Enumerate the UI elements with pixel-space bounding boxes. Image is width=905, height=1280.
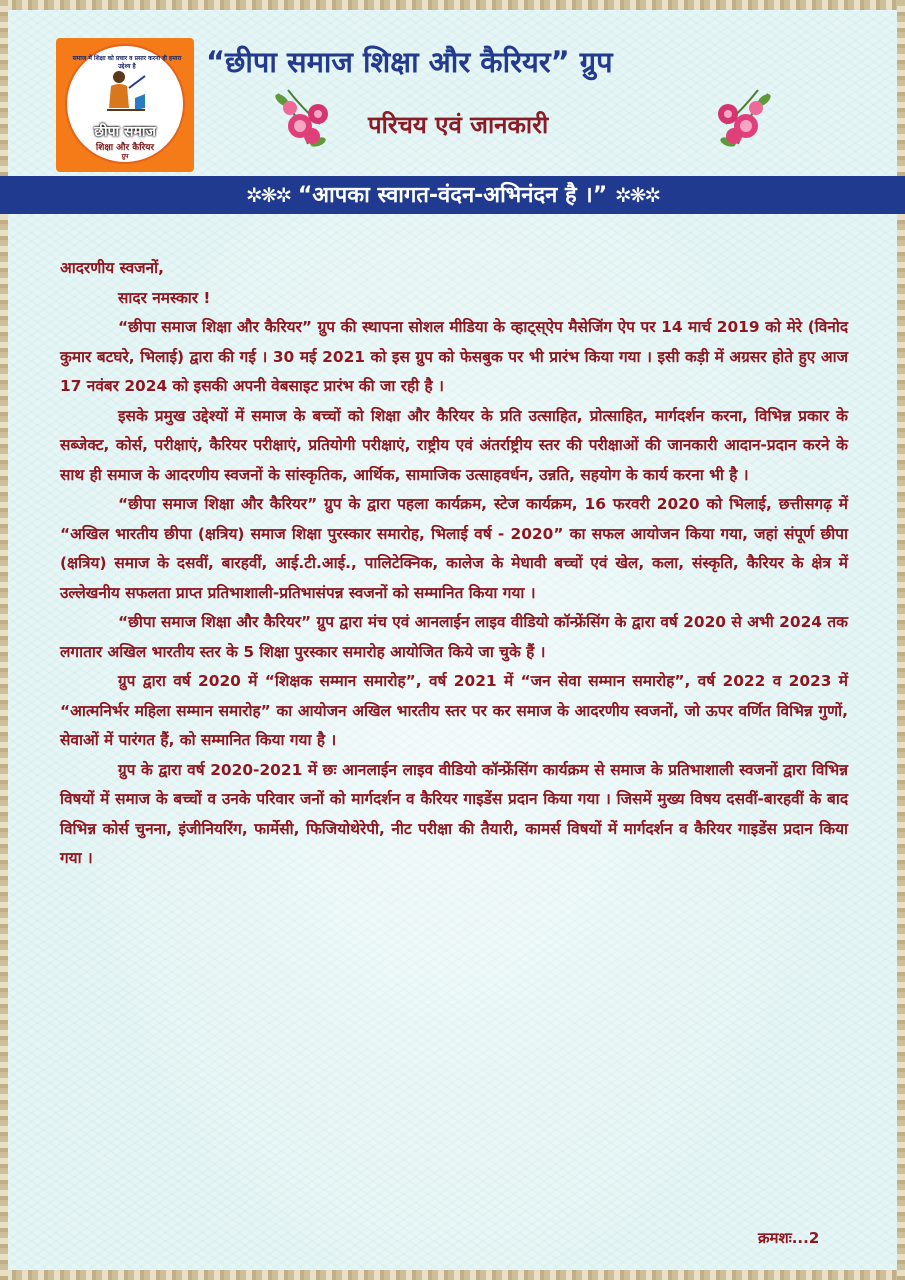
- paragraph: “छीपा समाज शिक्षा और कैरियर” ग्रुप के द्वारा पहला कार्यक्रम, स्टेज कार्यक्रम, 16 फरवरी 2020 को भिलाई, छत्तीसगढ़ में “अखिल भारतीय छीपा (क्षत्रिय) समाज शिक्षा पुरस्कार समारोह, भिलाई वर्ष - 2020” का सफल आयोजन किया गया, जहां संपूर्ण छीपा (क्षत्रिय) समाज के दसवीं, बारहवीं, आई.टी.आई., पालिटेक्निक, कालेज के मेधावी बच्चों एवं खेल, कला, संस्कृति, कैरियर के क्षेत्र में उल्लेखनीय सफलता प्राप्त प्रतिभाशाली-प्रतिभासंपन्न स्वजनों को सम्मानित किया गया ।: [60, 495, 848, 602]
- paragraph: ग्रुप के द्वारा वर्ष 2020-2021 में छः आनलाईन लाइव वीडियो कॉन्फ्रेंसिंग कार्यक्रम से समाज के प्रतिभाशाली स्वजनों द्वारा विभिन्न विषयों में समाज के बच्चों व उनके परिवार जनों को मार्गदर्शन व कैरियर गाइडेंस प्रदान किया गया । जिसमें मुख्य विषय दसवीं-बारहवीं के बाद विभिन्न कोर्स चुनना, इंजीनियरिंग, फार्मेसी, फिजियोथेरेपी, नीट परीक्षा की तैयारी, कामर्स विषयों में मार्गदर्शन व कैरियर गाइडेंस प्रदान किया गया ।: [60, 760, 848, 867]
- salutation: आदरणीय स्वजनों,: [60, 259, 164, 277]
- logo-emblem: [65, 44, 185, 164]
- paragraph: “छीपा समाज शिक्षा और कैरियर” ग्रुप द्वारा मंच एवं आनलाईन लाइव वीडियो कॉन्फ्रेंसिंग के द्वारा वर्ष 2020 से अभी 2024 तक लगातार अखिल भारतीय स्तर के 5 शिक्षा पुरस्कार समारोह आयोजित किये जा चुके हैं ।: [60, 613, 848, 661]
- page-subtitle: परिचय एवं जानकारी: [368, 111, 549, 139]
- page-title: “छीपा समाज शिक्षा और कैरियर” ग्रुप: [206, 45, 613, 79]
- welcome-banner: [0, 176, 905, 214]
- snowflake-ornament-icon: ✲❋✲: [245, 183, 291, 207]
- logo-ring-text: समाज में शिक्षा को प्रचार व प्रसार करना ही हमारा उद्देश्य है: [72, 55, 182, 70]
- introduction-letter: [60, 254, 848, 874]
- logo-name: छीपा समाज: [94, 124, 156, 140]
- decorative-border-bottom: [0, 1270, 905, 1280]
- logo-subtitle: शिक्षा और कैरियर: [95, 143, 155, 153]
- welcome-message: “आपका स्वागत-वंदन-अभिनंदन है ।”: [297, 183, 608, 208]
- flower-bouquet-icon: [268, 84, 346, 162]
- paragraph: “छीपा समाज शिक्षा और कैरियर” ग्रुप की स्थापना सोशल मीडिया के व्हाट्स्ऐप मैसेजिंग ऐप पर 14 मार्च 2019 को मेरे (विनोद कुमार बटघरे, भिलाई) द्वारा की गई । 30 मई 2021 को इस ग्रुप को फेसबुक पर भी प्रारंभ किया गया । इसी कड़ी में अग्रसर होते हुए आज 17 नवंबर 2024 को इसकी अपनी वेबसाइट प्रारंभ की जा रही है ।: [60, 318, 848, 395]
- logo-subtitle-2: ग्रुप: [121, 153, 129, 160]
- continued-note: क्रमशः...2: [758, 1229, 820, 1247]
- snowflake-ornament-icon: ✲❋✲: [614, 183, 660, 207]
- teacher-figure-icon: [105, 68, 147, 116]
- paragraph: ग्रुप द्वारा वर्ष 2020 में “शिक्षक सम्मान समारोह”, वर्ष 2021 में “जन सेवा सम्मान समारोह”, वर्ष 2022 व 2023 में “आत्मनिर्भर महिला सम्मान समारोह” का आयोजन अखिल भारतीय स्तर पर कर समाज के आदरणीय स्वजनों, जो ऊपर वर्णित विभिन्न गुणों, सेवाओं में पारंगत हैं, को सम्मानित किया गया है ।: [60, 672, 848, 749]
- flower-bouquet-icon: [700, 84, 778, 162]
- decorative-border-top: [0, 0, 905, 10]
- group-logo: [56, 38, 194, 172]
- welcome-banner-text: [0, 176, 905, 214]
- greeting: सादर नमस्कार !: [118, 288, 211, 307]
- paragraph: इसके प्रमुख उद्देश्यों में समाज के बच्चों को शिक्षा और कैरियर के प्रति उत्साहित, प्रोत्साहित, मार्गदर्शन करना, विभिन्न प्रकार के सब्जेक्ट, कोर्स, परीक्षाएं, कैरियर परीक्षाएं, प्रतियोगी परीक्षाएं, राष्ट्रीय एवं अंतर्राष्ट्रीय स्तर की परीक्षाओं की जानकारी आदान-प्रदान करने के साथ ही समाज के आदरणीय स्वजनों के सांस्कृतिक, आर्थिक, सामाजिक उत्साहवर्धन, उन्नति, सहयोग के कार्य करना भी है ।: [60, 406, 848, 484]
